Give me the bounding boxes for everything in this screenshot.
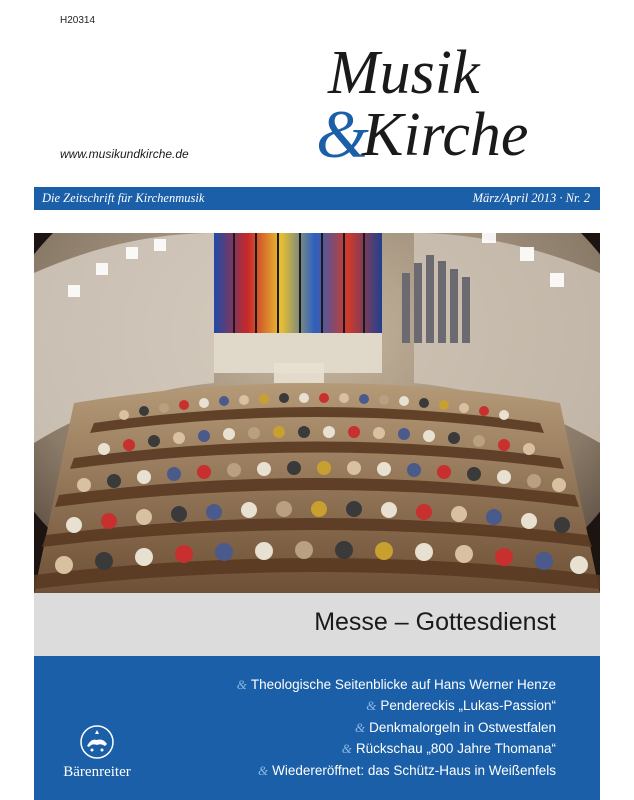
masthead-logo xyxy=(316,39,566,172)
ampersand-bullet-icon: & xyxy=(341,741,352,757)
baerenreiter-emblem-icon xyxy=(79,724,115,760)
church-interior-image xyxy=(34,233,600,593)
issue-theme: Messe – Gottesdienst xyxy=(314,608,556,636)
contents-item-text: Rückschau „800 Jahre Thomana“ xyxy=(355,741,556,757)
ampersand-bullet-icon: & xyxy=(236,677,247,692)
contents-list xyxy=(237,674,556,781)
masthead-word-musik: Musik xyxy=(328,39,480,107)
contents-item xyxy=(237,695,556,716)
contents-item-text: Pendereckis „Lukas-Passion“ xyxy=(380,698,556,714)
issue-date: März/April 2013 · Nr. 2 xyxy=(472,191,590,205)
ampersand-bullet-icon: & xyxy=(366,698,377,714)
ampersand-bullet-icon: & xyxy=(257,762,269,778)
cover-photo xyxy=(34,233,600,593)
tagline: Die Zeitschrift für Kirchenmusik xyxy=(42,191,205,205)
publisher-logo xyxy=(52,724,142,781)
theme-band xyxy=(34,593,600,656)
publisher-name: Bärenreiter xyxy=(63,764,131,780)
contents-item-text: Theologische Seitenblicke auf Hans Werner Henze xyxy=(250,677,556,692)
contents-panel xyxy=(34,656,600,800)
website-url[interactable]: www.musikundkirche.de xyxy=(60,147,189,161)
contents-item-text: Denkmalorgeln in Ostwestfalen xyxy=(369,719,556,735)
subtitle-strip xyxy=(34,187,600,210)
ampersand-bullet-icon: & xyxy=(355,719,366,735)
contents-item xyxy=(237,674,556,695)
magazine-cover xyxy=(34,0,600,800)
contents-item xyxy=(237,738,556,759)
contents-item xyxy=(237,717,556,738)
masthead-word-kirche: Kirche xyxy=(362,101,529,169)
contents-item xyxy=(237,760,556,781)
masthead-ampersand: & xyxy=(316,96,369,172)
contents-item-text: Wiedereröffnet: das Schütz-Haus in Weißenfels xyxy=(272,762,556,778)
product-code: H20314 xyxy=(60,15,96,26)
